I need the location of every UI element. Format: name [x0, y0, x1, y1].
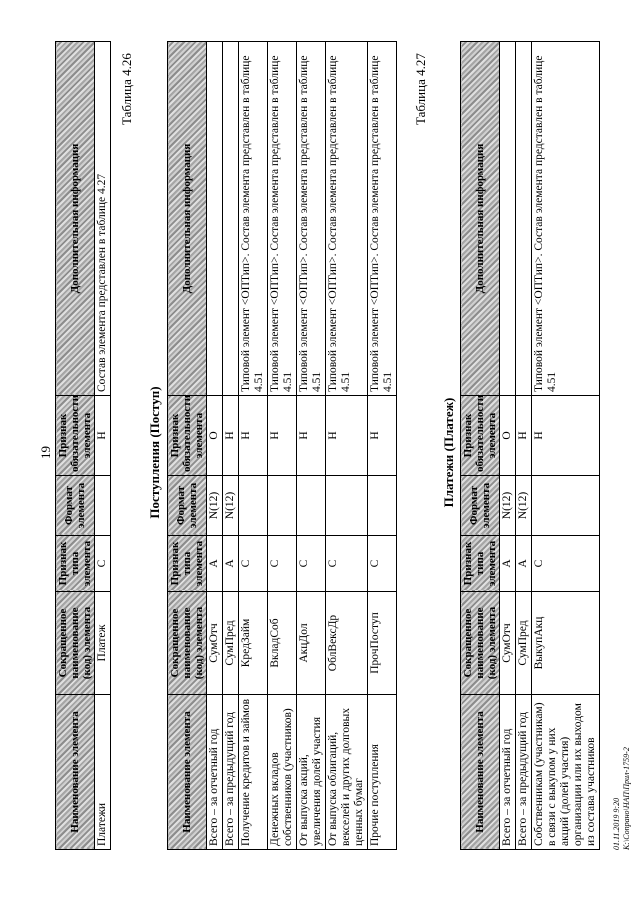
cell-type: А	[500, 536, 516, 592]
cell-type: С	[532, 536, 600, 592]
cell-name: Собственникам (участникам) в связи с выкупом у них акций (долей участия) организации или их выходом из состава участников	[532, 695, 600, 850]
cell-name: Денежных вкладов собственников (участников)	[268, 695, 297, 850]
cell-code: СумПред	[223, 592, 239, 695]
cell-name: От выпуска облигаций, векселей и других долговых ценных бумаг	[326, 695, 368, 850]
cell-info	[500, 42, 516, 396]
table-title-4-26: Поступления (Поступ)	[147, 386, 162, 519]
cell-info	[207, 42, 223, 396]
cell-req: Н	[239, 396, 268, 476]
table-row	[516, 42, 532, 850]
required-header: Признак обязательности элемента	[56, 396, 95, 476]
code-header: Сокращенное наименование (код) элемента	[461, 592, 500, 695]
cell-info: Типовой элемент <ОПТип>. Состав элемента представлен в таблице 4.51	[239, 42, 268, 396]
table-4-27	[460, 41, 600, 850]
table-row	[500, 42, 516, 850]
info-header: Дополнительная информация	[461, 42, 500, 396]
cell-code: СумПред	[516, 592, 532, 695]
info-header: Дополнительная информация	[168, 42, 207, 396]
name-header: Наименование элемента	[168, 695, 207, 850]
cell-type: С	[297, 536, 326, 592]
cell-format	[268, 476, 297, 536]
cell-info: Типовой элемент <ОПТип>. Состав элемента представлен в таблице 4.51	[268, 42, 297, 396]
table-row	[532, 42, 600, 850]
footer	[612, 747, 632, 850]
cell-type: А	[516, 536, 532, 592]
table-body	[500, 42, 600, 850]
table-row	[239, 42, 268, 850]
cell-type: А	[207, 536, 223, 592]
header-row	[168, 42, 207, 850]
cell-info	[223, 42, 239, 396]
table-title-4-27: Платежи (Платеж)	[441, 397, 456, 508]
type-header: Признак типа элемента	[461, 536, 500, 592]
cell-info: Состав элемента представлен в таблице 4.27	[95, 42, 111, 396]
cell-format	[368, 476, 397, 536]
cell-req: О	[207, 396, 223, 476]
cell-type: С	[368, 536, 397, 592]
cell-name: Получение кредитов и займов	[239, 695, 268, 850]
cell-req: Н	[223, 396, 239, 476]
cell-format	[239, 476, 268, 536]
cell-name: Платежи	[95, 695, 111, 850]
name-header: Наименование элемента	[461, 695, 500, 850]
table-continuation	[55, 41, 111, 850]
header-row	[461, 42, 500, 850]
cell-code: ВкладСоб	[268, 592, 297, 695]
page-number: 19	[38, 446, 53, 459]
cell-req: Н	[516, 396, 532, 476]
table-4-26	[167, 41, 397, 850]
name-header: Наименование элемента	[56, 695, 95, 850]
cell-name: Всего – за предыдущий год	[516, 695, 532, 850]
info-header: Дополнительная информация	[56, 42, 95, 396]
cell-code: ПрочПоступ	[368, 592, 397, 695]
cell-info: Типовой элемент <ОПТип>. Состав элемента представлен в таблице 4.51	[368, 42, 397, 396]
code-header: Сокращенное наименование (код) элемента	[56, 592, 95, 695]
cell-code: Платеж	[95, 592, 111, 695]
format-header: Формат элемента	[168, 476, 207, 536]
table-row	[268, 42, 297, 850]
cell-name: Всего – за отчетный год	[500, 695, 516, 850]
table-row	[326, 42, 368, 850]
cell-info: Типовой элемент <ОПТип>. Состав элемента представлен в таблице 4.51	[326, 42, 368, 396]
cell-code: СумОтч	[207, 592, 223, 695]
cell-code: ВыкупАкц	[532, 592, 600, 695]
cell-type: А	[223, 536, 239, 592]
required-header: Признак обязательности элемента	[168, 396, 207, 476]
cell-name: Всего – за предыдущий год	[223, 695, 239, 850]
cell-type: С	[239, 536, 268, 592]
table-label-4-27: Таблица 4.27	[413, 53, 428, 125]
cell-info: Типовой элемент <ОПТип>. Состав элемента представлен в таблице 4.51	[532, 42, 600, 396]
cell-format: N(12)	[207, 476, 223, 536]
table-row	[368, 42, 397, 850]
type-header: Признак типа элемента	[56, 536, 95, 592]
cell-req: Н	[532, 396, 600, 476]
cell-format: N(12)	[223, 476, 239, 536]
table-body	[95, 42, 111, 850]
cell-name: От выпуска акций, увеличения долей участия	[297, 695, 326, 850]
cell-code: АкцДол	[297, 592, 326, 695]
cell-format	[297, 476, 326, 536]
cell-req: Н	[326, 396, 368, 476]
cell-type: С	[95, 536, 111, 592]
cell-format	[532, 476, 600, 536]
cell-info: Типовой элемент <ОПТип>. Состав элемента представлен в таблице 4.51	[297, 42, 326, 396]
cell-format: N(12)	[516, 476, 532, 536]
code-header: Сокращенное наименование (код) элемента	[168, 592, 207, 695]
cell-name: Прочие поступления	[368, 695, 397, 850]
table-row	[223, 42, 239, 850]
format-header: Формат элемента	[56, 476, 95, 536]
cell-info	[516, 42, 532, 396]
cell-code: КредЗайм	[239, 592, 268, 695]
table-label-4-26: Таблица 4.26	[119, 53, 134, 125]
cell-format	[95, 476, 111, 536]
cell-req: Н	[95, 396, 111, 476]
header-row	[56, 42, 95, 850]
cell-req: О	[500, 396, 516, 476]
cell-type: С	[268, 536, 297, 592]
required-header: Признак обязательности элемента	[461, 396, 500, 476]
cell-name: Всего – за отчетный год	[207, 695, 223, 850]
table-row	[207, 42, 223, 850]
cell-req: Н	[368, 396, 397, 476]
table-row	[95, 42, 111, 850]
cell-req: Н	[268, 396, 297, 476]
cell-format	[326, 476, 368, 536]
type-header: Признак типа элемента	[168, 536, 207, 592]
cell-code: ОблВексДр	[326, 592, 368, 695]
footer-path: К:\Сопрано\НАП\Прил-1759-2	[622, 747, 631, 850]
cell-code: СумОтч	[500, 592, 516, 695]
cell-format: N(12)	[500, 476, 516, 536]
format-header: Формат элемента	[461, 476, 500, 536]
cell-type: С	[326, 536, 368, 592]
footer-date: 01.11.2019 9:20	[612, 797, 621, 850]
table-body	[207, 42, 397, 850]
table-row	[297, 42, 326, 850]
cell-req: Н	[297, 396, 326, 476]
